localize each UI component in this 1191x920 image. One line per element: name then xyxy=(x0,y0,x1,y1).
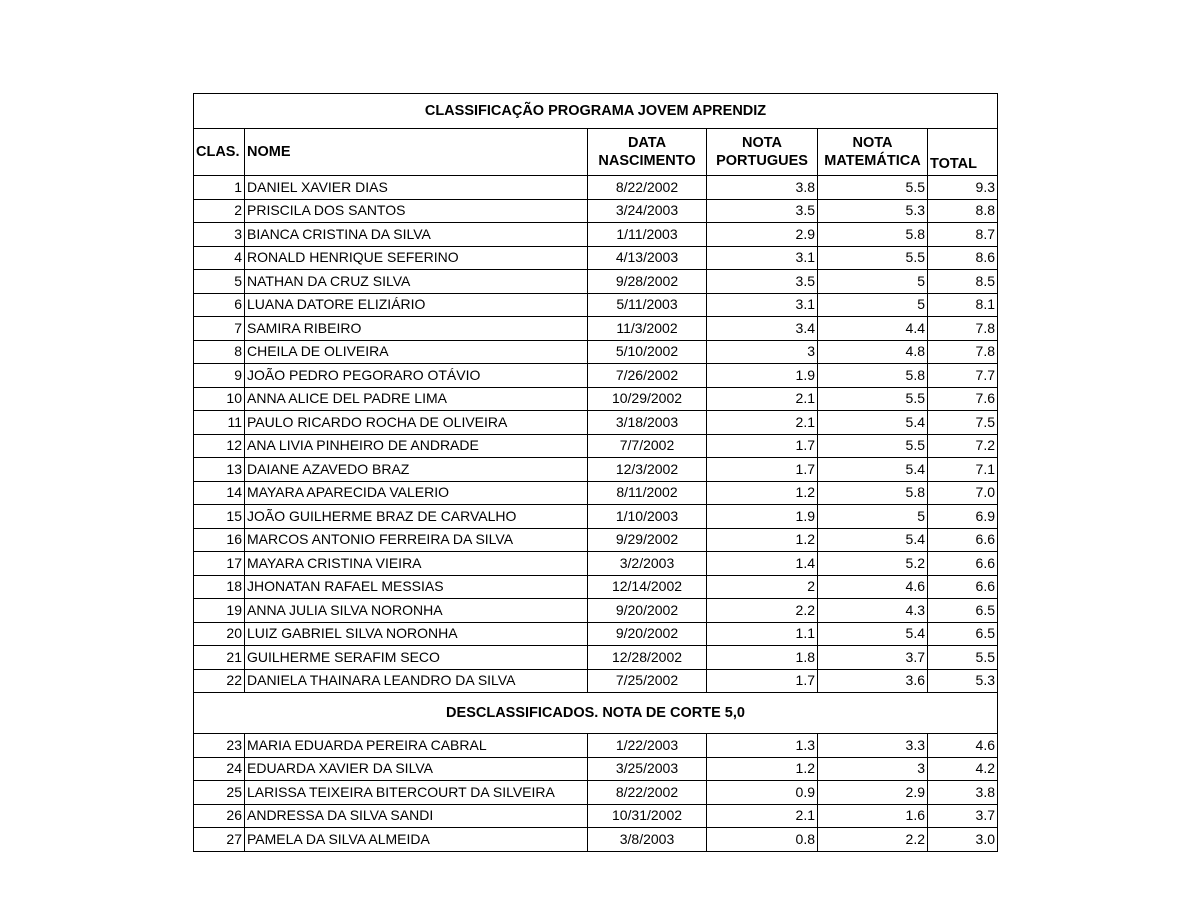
table-row xyxy=(194,411,998,435)
header-nota-matematica xyxy=(818,129,928,176)
cell-nome: NATHAN DA CRUZ SILVA xyxy=(245,270,588,294)
cell-nome: JHONATAN RAFAEL MESSIAS xyxy=(245,575,588,599)
table-row xyxy=(194,270,998,294)
cell-nota-matematica: 3 xyxy=(818,757,928,781)
cell-total: 7.1 xyxy=(928,458,998,482)
cell-data-nascimento: 11/3/2002 xyxy=(588,317,707,341)
cell-nota-matematica: 3.6 xyxy=(818,669,928,693)
cell-nota-matematica: 1.6 xyxy=(818,804,928,828)
cell-nota-matematica: 2.2 xyxy=(818,828,928,852)
cell-clas: 18 xyxy=(194,575,245,599)
cell-clas: 5 xyxy=(194,270,245,294)
table-row xyxy=(194,317,998,341)
cell-nota-portugues: 1.7 xyxy=(707,669,818,693)
cell-data-nascimento: 10/29/2002 xyxy=(588,387,707,411)
cell-data-nascimento: 7/26/2002 xyxy=(588,364,707,388)
cell-clas: 25 xyxy=(194,781,245,805)
cell-total: 7.5 xyxy=(928,411,998,435)
cell-nome: CHEILA DE OLIVEIRA xyxy=(245,340,588,364)
cell-clas: 11 xyxy=(194,411,245,435)
table-row xyxy=(194,552,998,576)
cell-nota-portugues: 3.4 xyxy=(707,317,818,341)
header-total: TOTAL xyxy=(928,129,998,176)
cell-data-nascimento: 3/8/2003 xyxy=(588,828,707,852)
cell-nota-portugues: 1.9 xyxy=(707,505,818,529)
cell-nota-matematica: 4.8 xyxy=(818,340,928,364)
cell-total: 4.2 xyxy=(928,757,998,781)
cell-nota-portugues: 2 xyxy=(707,575,818,599)
table-row xyxy=(194,757,998,781)
cell-clas: 2 xyxy=(194,199,245,223)
cell-nome: PRISCILA DOS SANTOS xyxy=(245,199,588,223)
cell-nome: DANIELA THAINARA LEANDRO DA SILVA xyxy=(245,669,588,693)
table-row xyxy=(194,599,998,623)
cell-nota-portugues: 1.7 xyxy=(707,458,818,482)
cell-nota-matematica: 3.7 xyxy=(818,646,928,670)
table-row xyxy=(194,176,998,200)
cell-nota-portugues: 1.7 xyxy=(707,434,818,458)
table-row xyxy=(194,246,998,270)
cell-nota-portugues: 3.5 xyxy=(707,199,818,223)
table-row xyxy=(194,734,998,758)
cell-nota-portugues: 3.8 xyxy=(707,176,818,200)
cell-nome: PAULO RICARDO ROCHA DE OLIVEIRA xyxy=(245,411,588,435)
table-row xyxy=(194,505,998,529)
cell-total: 4.6 xyxy=(928,734,998,758)
cell-nota-portugues: 0.9 xyxy=(707,781,818,805)
table-row xyxy=(194,622,998,646)
cell-nome: BIANCA CRISTINA DA SILVA xyxy=(245,223,588,247)
cell-nome: LUIZ GABRIEL SILVA NORONHA xyxy=(245,622,588,646)
table-row xyxy=(194,669,998,693)
table-row xyxy=(194,828,998,852)
cell-nota-matematica: 5.5 xyxy=(818,434,928,458)
cell-nota-portugues: 3.1 xyxy=(707,246,818,270)
cell-total: 3.8 xyxy=(928,781,998,805)
cell-nota-matematica: 5.3 xyxy=(818,199,928,223)
cell-nome: JOÃO PEDRO PEGORARO OTÁVIO xyxy=(245,364,588,388)
cell-clas: 21 xyxy=(194,646,245,670)
cell-total: 7.8 xyxy=(928,317,998,341)
cell-clas: 13 xyxy=(194,458,245,482)
cell-nota-portugues: 0.8 xyxy=(707,828,818,852)
cell-data-nascimento: 10/31/2002 xyxy=(588,804,707,828)
cell-nome: EDUARDA XAVIER DA SILVA xyxy=(245,757,588,781)
cell-total: 9.3 xyxy=(928,176,998,200)
cell-data-nascimento: 5/10/2002 xyxy=(588,340,707,364)
cell-nota-matematica: 4.6 xyxy=(818,575,928,599)
cell-total: 8.8 xyxy=(928,199,998,223)
cell-clas: 14 xyxy=(194,481,245,505)
cell-nome: MAYARA APARECIDA VALERIO xyxy=(245,481,588,505)
cell-nome: LARISSA TEIXEIRA BITERCOURT DA SILVEIRA xyxy=(245,781,588,805)
cell-clas: 9 xyxy=(194,364,245,388)
cell-nome: ANA LIVIA PINHEIRO DE ANDRADE xyxy=(245,434,588,458)
cell-nome: MARIA EDUARDA PEREIRA CABRAL xyxy=(245,734,588,758)
table-row xyxy=(194,199,998,223)
cell-nome: SAMIRA RIBEIRO xyxy=(245,317,588,341)
header-row xyxy=(194,129,998,176)
table-row xyxy=(194,481,998,505)
cell-data-nascimento: 3/18/2003 xyxy=(588,411,707,435)
table-row xyxy=(194,340,998,364)
header-pt-line1: NOTA xyxy=(741,135,782,151)
cell-nome: MAYARA CRISTINA VIEIRA xyxy=(245,552,588,576)
cell-nota-portugues: 1.3 xyxy=(707,734,818,758)
cell-nota-matematica: 5.4 xyxy=(818,622,928,646)
header-nota-portugues xyxy=(707,129,818,176)
cell-total: 8.6 xyxy=(928,246,998,270)
cell-total: 7.6 xyxy=(928,387,998,411)
cell-clas: 16 xyxy=(194,528,245,552)
table-row xyxy=(194,528,998,552)
cell-nota-portugues: 2.1 xyxy=(707,411,818,435)
cell-data-nascimento: 8/22/2002 xyxy=(588,781,707,805)
cell-nota-matematica: 5.4 xyxy=(818,458,928,482)
cell-nota-portugues: 1.4 xyxy=(707,552,818,576)
table-row xyxy=(194,387,998,411)
table-row xyxy=(194,223,998,247)
cell-nome: ANNA JULIA SILVA NORONHA xyxy=(245,599,588,623)
cell-total: 5.3 xyxy=(928,669,998,693)
table-row xyxy=(194,364,998,388)
cell-nota-portugues: 1.2 xyxy=(707,757,818,781)
cell-nota-matematica: 3.3 xyxy=(818,734,928,758)
cell-total: 7.7 xyxy=(928,364,998,388)
cell-total: 8.1 xyxy=(928,293,998,317)
cell-nota-portugues: 1.9 xyxy=(707,364,818,388)
header-clas: CLAS. xyxy=(194,129,245,176)
cell-clas: 26 xyxy=(194,804,245,828)
cell-nota-matematica: 5.2 xyxy=(818,552,928,576)
header-data-nascimento xyxy=(588,129,707,176)
table-row xyxy=(194,575,998,599)
cell-data-nascimento: 5/11/2003 xyxy=(588,293,707,317)
cell-nota-matematica: 5.8 xyxy=(818,223,928,247)
cell-total: 6.9 xyxy=(928,505,998,529)
cell-clas: 7 xyxy=(194,317,245,341)
cell-data-nascimento: 12/28/2002 xyxy=(588,646,707,670)
cell-nome: PAMELA DA SILVA ALMEIDA xyxy=(245,828,588,852)
cell-total: 6.5 xyxy=(928,622,998,646)
cell-data-nascimento: 7/25/2002 xyxy=(588,669,707,693)
cell-nome: ANDRESSA DA SILVA SANDI xyxy=(245,804,588,828)
cell-nota-portugues: 1.2 xyxy=(707,481,818,505)
header-mat-line2: MATEMÁTICA xyxy=(824,153,921,169)
cell-total: 6.6 xyxy=(928,528,998,552)
cell-nota-matematica: 5 xyxy=(818,293,928,317)
cell-nota-portugues: 2.2 xyxy=(707,599,818,623)
cell-nota-portugues: 1.8 xyxy=(707,646,818,670)
cell-clas: 19 xyxy=(194,599,245,623)
cell-clas: 12 xyxy=(194,434,245,458)
cell-total: 5.5 xyxy=(928,646,998,670)
table-row xyxy=(194,781,998,805)
cell-data-nascimento: 7/7/2002 xyxy=(588,434,707,458)
cell-clas: 10 xyxy=(194,387,245,411)
cell-nota-matematica: 5.8 xyxy=(818,481,928,505)
cell-nome: JOÃO GUILHERME BRAZ DE CARVALHO xyxy=(245,505,588,529)
cell-total: 7.0 xyxy=(928,481,998,505)
cell-total: 7.2 xyxy=(928,434,998,458)
cell-data-nascimento: 3/24/2003 xyxy=(588,199,707,223)
cell-clas: 27 xyxy=(194,828,245,852)
cell-total: 6.6 xyxy=(928,552,998,576)
cell-clas: 17 xyxy=(194,552,245,576)
cell-nota-matematica: 5.4 xyxy=(818,528,928,552)
cell-nota-portugues: 1.2 xyxy=(707,528,818,552)
cell-nome: RONALD HENRIQUE SEFERINO xyxy=(245,246,588,270)
cell-total: 8.7 xyxy=(928,223,998,247)
cell-nota-matematica: 5.5 xyxy=(818,246,928,270)
header-nome: NOME xyxy=(245,129,588,176)
header-data-line2: NASCIMENTO xyxy=(598,153,696,169)
table-row xyxy=(194,293,998,317)
cell-nota-matematica: 4.3 xyxy=(818,599,928,623)
cell-nome: DANIEL XAVIER DIAS xyxy=(245,176,588,200)
cell-nota-matematica: 5.8 xyxy=(818,364,928,388)
cell-data-nascimento: 9/28/2002 xyxy=(588,270,707,294)
cell-nota-matematica: 2.9 xyxy=(818,781,928,805)
cell-clas: 15 xyxy=(194,505,245,529)
cell-nome: DAIANE AZAVEDO BRAZ xyxy=(245,458,588,482)
table-row xyxy=(194,804,998,828)
cell-nome: ANNA ALICE DEL PADRE LIMA xyxy=(245,387,588,411)
cell-clas: 4 xyxy=(194,246,245,270)
classification-table xyxy=(193,93,998,852)
table-row xyxy=(194,434,998,458)
cell-nota-portugues: 1.1 xyxy=(707,622,818,646)
cell-total: 6.5 xyxy=(928,599,998,623)
cell-clas: 1 xyxy=(194,176,245,200)
cell-data-nascimento: 8/22/2002 xyxy=(588,176,707,200)
cell-total: 3.0 xyxy=(928,828,998,852)
cell-data-nascimento: 9/20/2002 xyxy=(588,599,707,623)
cell-data-nascimento: 12/14/2002 xyxy=(588,575,707,599)
cell-nota-matematica: 5.4 xyxy=(818,411,928,435)
cell-data-nascimento: 1/11/2003 xyxy=(588,223,707,247)
cell-data-nascimento: 8/11/2002 xyxy=(588,481,707,505)
header-pt-line2: PORTUGUES xyxy=(716,153,808,169)
cell-total: 3.7 xyxy=(928,804,998,828)
cell-nota-matematica: 5 xyxy=(818,270,928,294)
header-mat-line1: NOTA xyxy=(852,135,893,151)
cell-nota-portugues: 2.1 xyxy=(707,387,818,411)
cell-data-nascimento: 1/10/2003 xyxy=(588,505,707,529)
cell-total: 8.5 xyxy=(928,270,998,294)
cell-nota-matematica: 5 xyxy=(818,505,928,529)
cell-nota-portugues: 2.9 xyxy=(707,223,818,247)
section-row xyxy=(194,693,998,734)
cell-clas: 23 xyxy=(194,734,245,758)
cell-nome: LUANA DATORE ELIZIÁRIO xyxy=(245,293,588,317)
cell-data-nascimento: 9/20/2002 xyxy=(588,622,707,646)
cell-nota-portugues: 2.1 xyxy=(707,804,818,828)
section-title: DESCLASSIFICADOS. NOTA DE CORTE 5,0 xyxy=(194,693,998,734)
cell-data-nascimento: 12/3/2002 xyxy=(588,458,707,482)
cell-clas: 24 xyxy=(194,757,245,781)
cell-nota-matematica: 4.4 xyxy=(818,317,928,341)
header-data-line1: DATA xyxy=(627,135,667,151)
cell-nota-portugues: 3.1 xyxy=(707,293,818,317)
cell-data-nascimento: 3/2/2003 xyxy=(588,552,707,576)
cell-clas: 3 xyxy=(194,223,245,247)
cell-data-nascimento: 9/29/2002 xyxy=(588,528,707,552)
cell-clas: 6 xyxy=(194,293,245,317)
cell-total: 6.6 xyxy=(928,575,998,599)
table-row xyxy=(194,646,998,670)
cell-data-nascimento: 1/22/2003 xyxy=(588,734,707,758)
title-row xyxy=(194,94,998,129)
cell-nome: MARCOS ANTONIO FERREIRA DA SILVA xyxy=(245,528,588,552)
cell-nota-matematica: 5.5 xyxy=(818,387,928,411)
cell-data-nascimento: 3/25/2003 xyxy=(588,757,707,781)
cell-nome: GUILHERME SERAFIM SECO xyxy=(245,646,588,670)
cell-nota-portugues: 3.5 xyxy=(707,270,818,294)
cell-clas: 8 xyxy=(194,340,245,364)
cell-nota-portugues: 3 xyxy=(707,340,818,364)
cell-data-nascimento: 4/13/2003 xyxy=(588,246,707,270)
table-row xyxy=(194,458,998,482)
cell-clas: 20 xyxy=(194,622,245,646)
table-title: CLASSIFICAÇÃO PROGRAMA JOVEM APRENDIZ xyxy=(194,94,998,129)
cell-nota-matematica: 5.5 xyxy=(818,176,928,200)
cell-clas: 22 xyxy=(194,669,245,693)
cell-total: 7.8 xyxy=(928,340,998,364)
